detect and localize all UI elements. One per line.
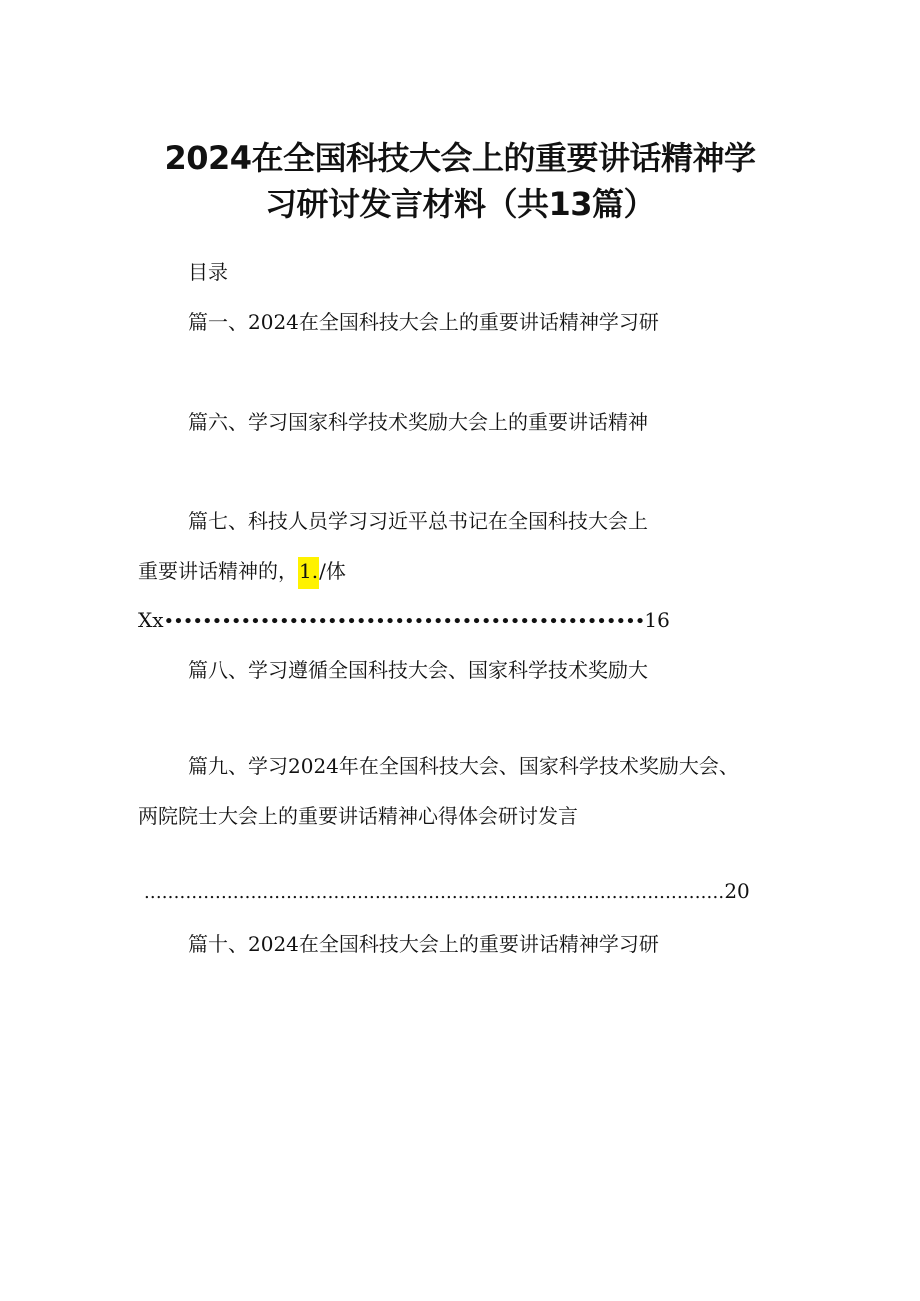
toc-entry-7: 篇七、科技人员学习习近平总书记在全国科技大会上 (188, 509, 648, 533)
toc-entry-7-leader (138, 606, 670, 636)
toc-leader-dots: •••••••••••••••••••••••••••••••••••••••••••••••••• (163, 611, 645, 632)
toc-page-number: 16 (644, 608, 670, 632)
toc-entry-9-leader (144, 877, 750, 907)
toc-entry-7-continuation (138, 557, 346, 585)
toc-leader-prefix: Xx (138, 608, 164, 632)
toc-entry-1: 篇一、2024在全国科技大会上的重要讲话精神学习研 (188, 310, 659, 334)
toc-entry-9: 篇九、学习2024年在全国科技大会、国家科学技术奖励大会、 (188, 754, 739, 778)
toc-leader-dots: .................................................................................................. (144, 882, 725, 903)
document-title-line-1: 2024在全国科技大会上的重要讲话精神学 (164, 139, 756, 177)
highlighted-text: 1. (298, 557, 319, 589)
toc-entry-6: 篇六、学习国家科学技术奖励大会上的重要讲话精神 (188, 410, 648, 434)
toc-page-number: 20 (724, 879, 750, 903)
toc-entry-9-continuation: 两院院士大会上的重要讲话精神心得体会研讨发言 (138, 804, 578, 828)
toc-entry-7-continuation-tail: /体 (319, 559, 346, 583)
toc-heading: 目录 (188, 260, 228, 284)
toc-entry-8: 篇八、学习遵循全国科技大会、国家科学技术奖励大 (188, 658, 648, 682)
toc-entry-7-continuation-text: 重要讲话精神的， (138, 559, 298, 583)
toc-entry-10: 篇十、2024在全国科技大会上的重要讲话精神学习研 (188, 932, 659, 956)
document-title-line-2: 习研讨发言材料（共13篇） (264, 185, 656, 223)
